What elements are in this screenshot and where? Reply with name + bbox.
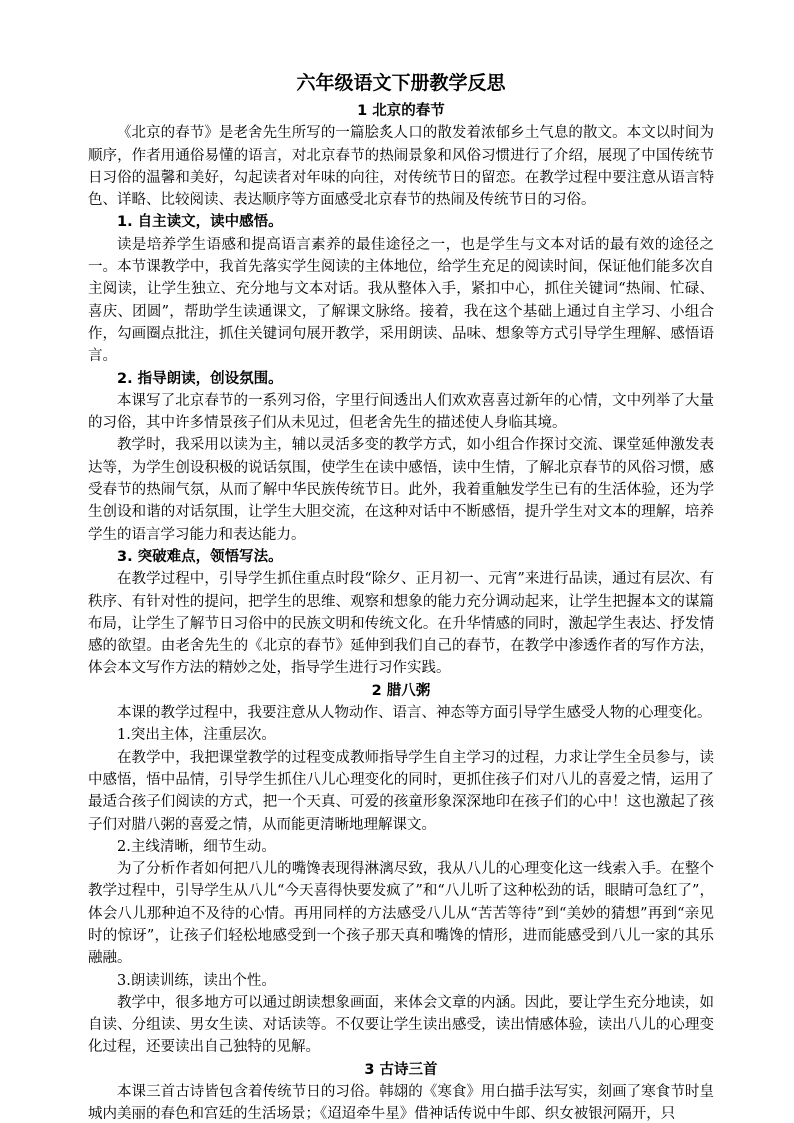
subsection-title: 1.突出主体，注重层次。 <box>117 727 276 744</box>
subsection-title: 1. 自主读文，读中感悟。 <box>117 214 283 231</box>
paragraph: 教学时，我采用以读为主，辅以灵活多变的教学方式，如小组合作探讨交流、课堂延伸激发表达等，为学生创设积极的说话氛围，使学生在读中感悟，读中生情，了解北京春节的风俗习惯，感受春节的热闹气氛，从而了解中华民族传统节日。此外，我着重触发学生已有的生活体验，还为学生创设和谐的对话氛围，让学生大胆交流，在这种对话中不断感悟，提升学生对文本的理解，培养学生的语言学习能力和表达能力。 <box>88 437 714 543</box>
document-title: 六年级语文下册教学反思 <box>296 72 506 94</box>
subsection-title: 2. 指导朗读，创设氛围。 <box>117 370 283 387</box>
subsection-title: 2.主线清晰，细节生动。 <box>117 838 276 855</box>
paragraph: 本课写了北京春节的一系列习俗，字里行间透出人们欢欢喜喜过新年的心情，文中列举了大量的习俗，其中许多情景孩子们从未见过，但老舍先生的描述使人身临其境。 <box>88 392 714 432</box>
paragraph: 在教学中，我把课堂教学的过程变成教师指导学生自主学习的过程，力求让学生全员参与，读中感悟，悟中品情，引导学生抓住八儿心理变化的同时，更抓住孩子们对八儿的喜爱之情，运用了最适合孩子们阅读的方式，把一个天真、可爱的孩童形象深深地印在孩子们的心中！这也激起了孩子们对腊八粥的喜爱之情，从而能更清晰地理解课文。 <box>88 749 714 833</box>
paragraph: 读是培养学生语感和提高语言素养的最佳途径之一，也是学生与文本对话的最有效的途径之一。本节课教学中，我首先落实学生阅读的主体地位，给学生充足的阅读时间，保证他们能多次自主阅读，让学生独立、充分地与文本对话。我从整体入手，紧扣中心，抓住关键词“热闹、忙碌、喜庆、团圆”，帮助学生读通课文，了解课文脉络。接着，我在这个基础上通过自主学习、小组合作，勾画圈点批注，抓住关键词句展开教学，采用朗读、品味、想象等方式引导学生理解、感悟语言。 <box>88 236 714 365</box>
section-heading-three-ancient-poems: 3 古诗三首 <box>364 1061 438 1078</box>
paragraph: 在教学过程中，引导学生抓住重点时段“除夕、正月初一、元宵”来进行品读，通过有层次、有秩序、有针对性的提问，把学生的思维、观察和想象的能力充分调动起来，让学生把握本文的谋篇布局，让学生了解节日习俗中的民族文明和传统文化。在升华情感的同时，激起学生表达、抒发情感的欲望。由老舍先生的《北京的春节》延伸到我们自己的春节，在教学中渗透作者的写作方法，体会本文写作方法的精妙之处，指导学生进行习作实践。 <box>88 571 714 677</box>
section-heading-beijing-spring-festival: 1 北京的春节 <box>357 103 445 119</box>
subsection-title: 3.朗读训练，读出个性。 <box>117 972 276 989</box>
paragraph: 本课三首古诗皆包含着传统节日的习俗。韩翃的《寒食》用白描手法写实，刻画了寒食节时皇城内美丽的春色和宫廷的生活场景；《迢迢牵牛星》借神话传说中牛郎、织女被银河隔开，只 <box>88 1084 714 1123</box>
subsection-title: 3. 突破难点，领悟写法。 <box>117 548 283 565</box>
section-heading-laba-porridge: 2 腊八粥 <box>371 682 431 699</box>
paragraph: 教学中，很多地方可以通过朗读想象画面，来体会文章的内涵。因此，要让学生充分地读，如自读、分组读、男女生读、对话读等。不仅要让学生读出感受，读出情感体验，读出八儿的心理变化过程，还要读出自己独特的见解。 <box>88 994 714 1056</box>
paragraph: 为了分析作者如何把八儿的嘴馋表现得淋漓尽致，我从八儿的心理变化这一线索入手。在整个教学过程中，引导学生从八儿“今天喜得快要发疯了”和“八儿听了这种松劲的话，眼睛可急红了”，体会八儿那种迫不及待的心情。再用同样的方法感受八儿从“苦苦等待”到“美妙的猜想”再到“亲见时的惊讶”，让孩子们轻松地感受到一个孩子那天真和嘴馋的情形，进而能感受到八儿一家的其乐融融。 <box>88 861 714 967</box>
paragraph: 本课的教学过程中，我要注意从人物动作、语言、神态等方面引导学生感受人物的心理变化。 <box>117 705 712 722</box>
paragraph: 《北京的春节》是老舍先生所写的一篇脍炙人口的散发着浓郁乡土气息的散文。本文以时间为顺序，作者用通俗易懂的语言，对北京春节的热闹景象和风俗习惯进行了介绍，展现了中国传统节日习俗的温馨和美好，勾起读者对年味的向往，对传统节日的留恋。在教学过程中要注意从语言特色、详略、比较阅读、表达顺序等方面感受北京春节的热闹及传统节日的习俗。 <box>88 125 714 209</box>
